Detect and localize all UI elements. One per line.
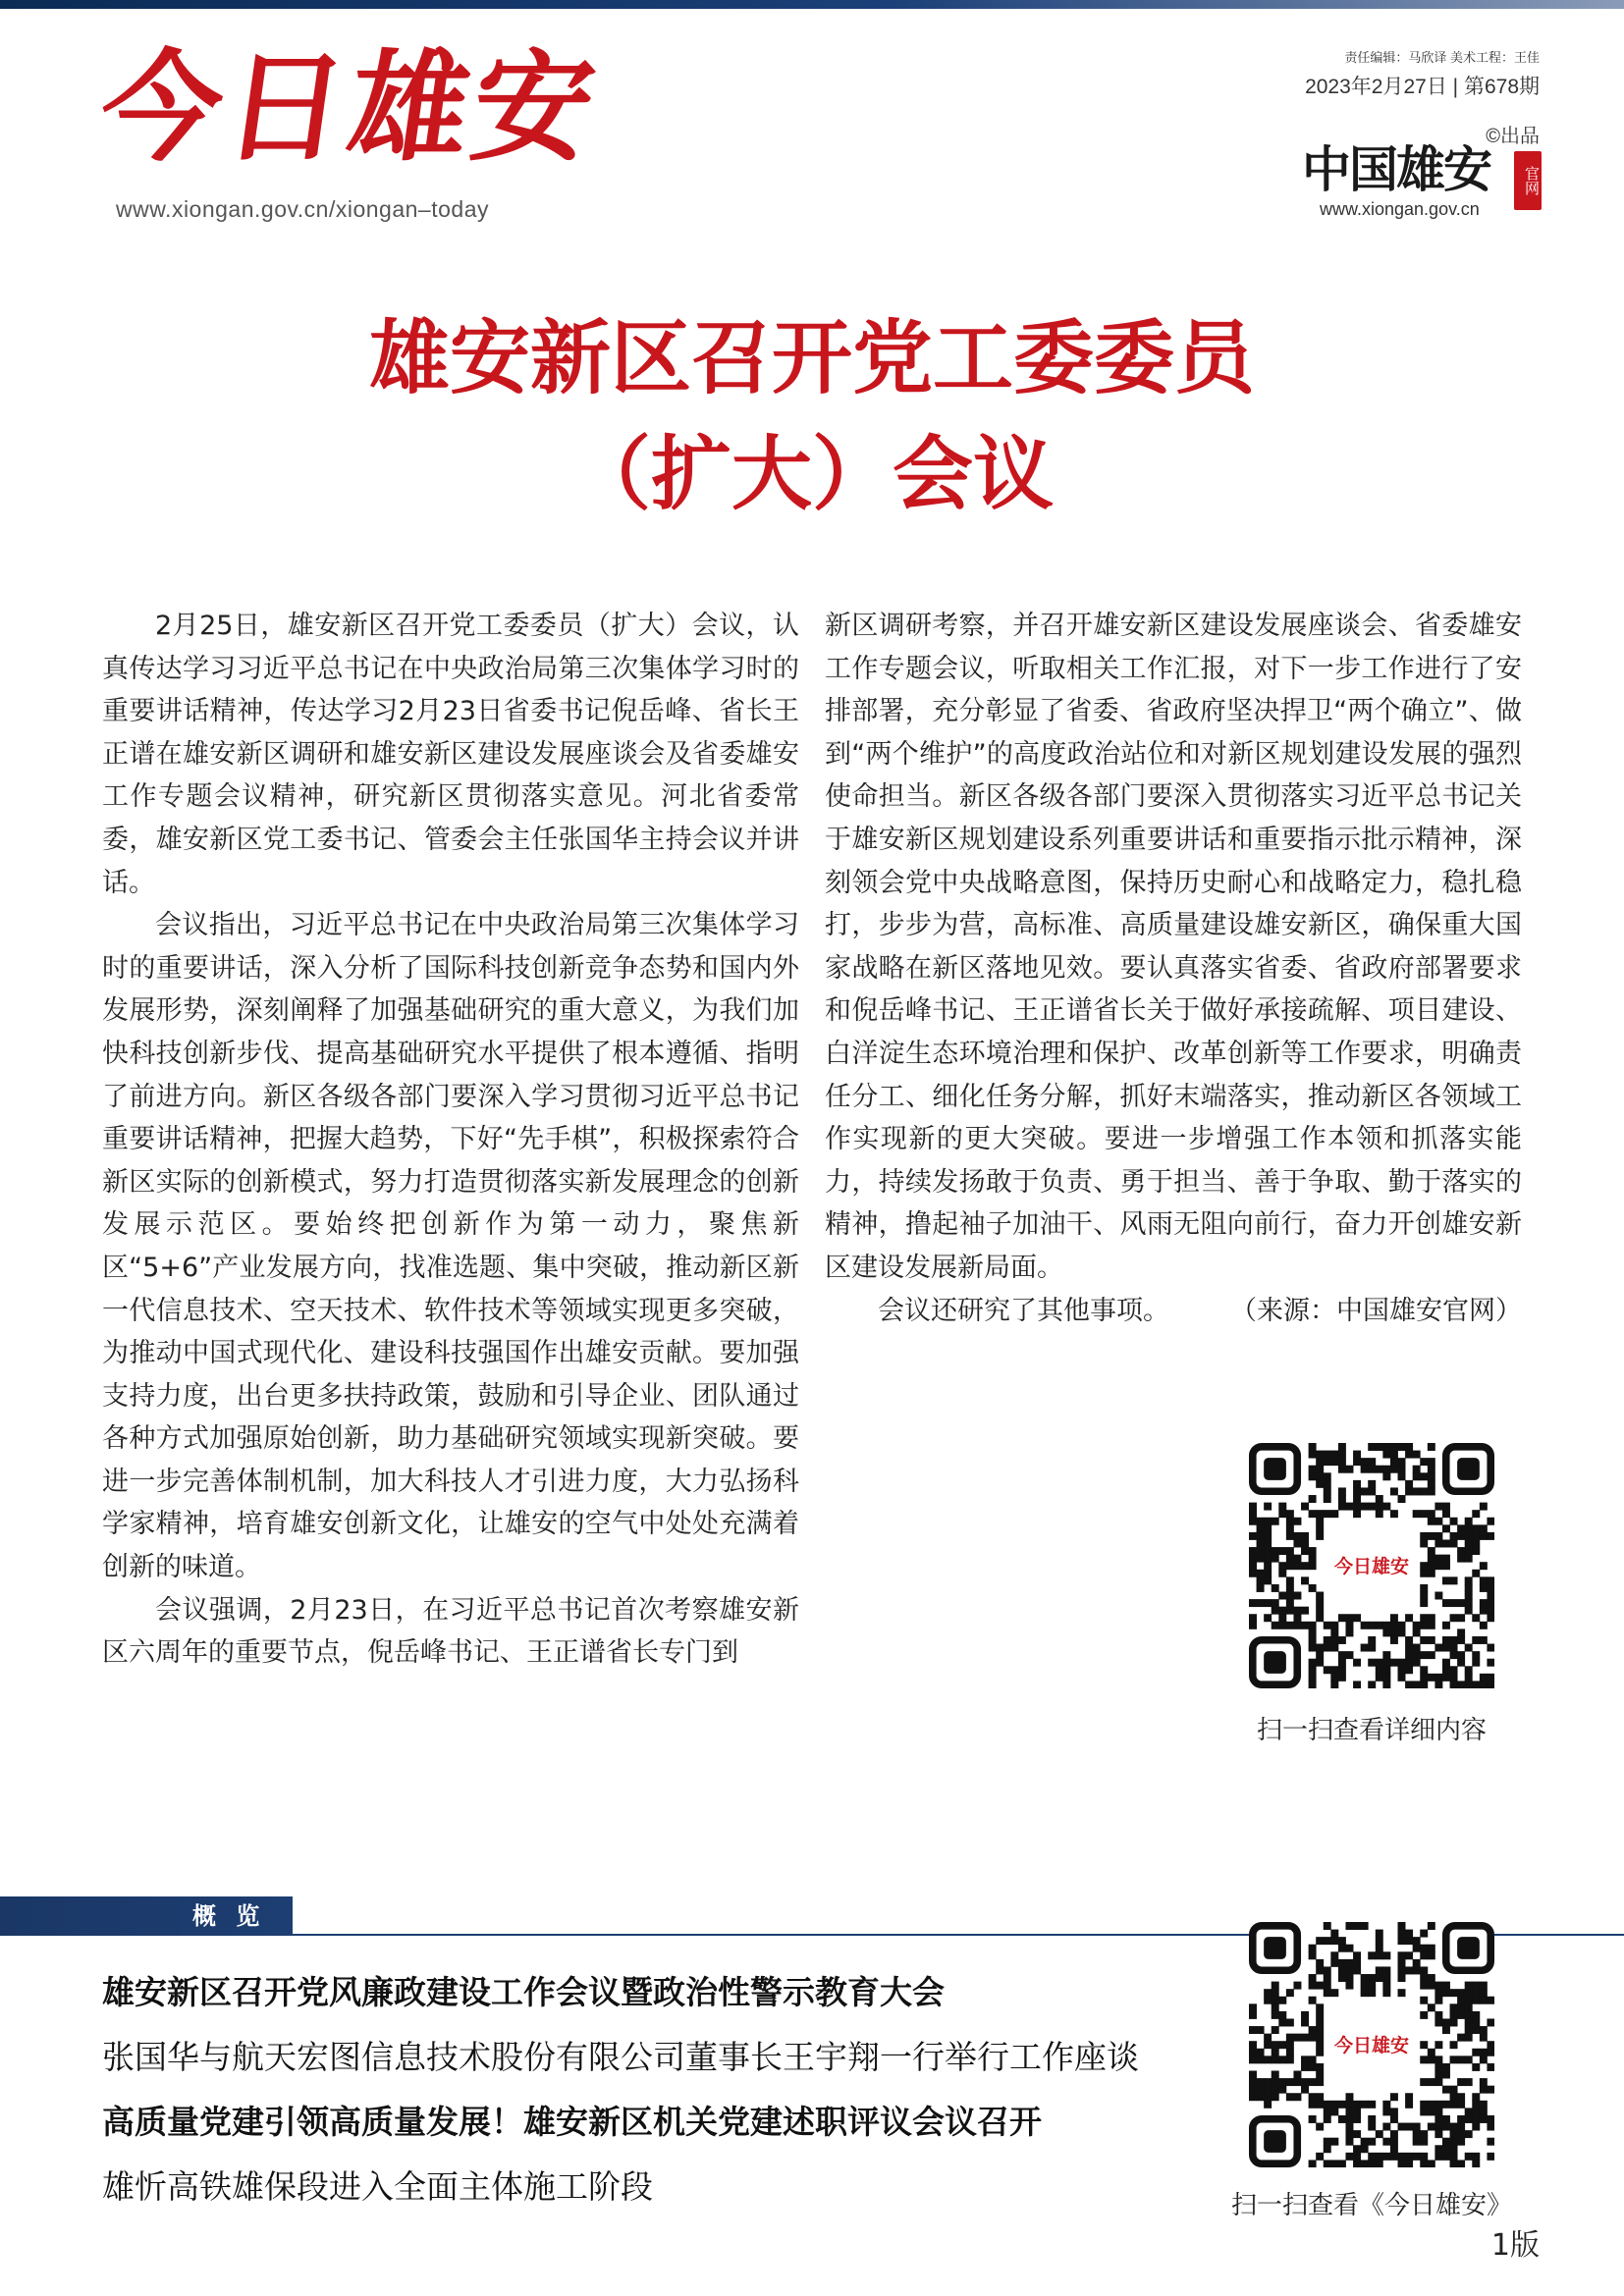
overview-label: 概 览 [192,1902,266,1930]
brand-url[interactable]: www.xiongan.gov.cn [1320,199,1480,219]
source-note: （来源：中国雄安官网） [1230,1295,1522,1326]
overview-item[interactable]: 雄忻高铁雄保段进入全面主体施工阶段 [102,2167,653,2206]
page-number: 1版 [1490,2228,1540,2263]
headline-line-2: （扩大）会议 [569,427,1054,521]
overview-item[interactable]: 张国华与航天宏图信息技术股份有限公司董事长王宇翔一行举行工作座谈 [102,2038,1139,2076]
brand-logo: 中国雄安 [1302,140,1490,198]
article-paragraph: 会议指出，习近平总书记在中央政治局第三次集体学习时的重要讲话，深入分析了国际科技创新竞争态势和国内外发展形势，深刻阐释了加强基础研究的重大意义，为我们加快科技创新步伐、提高基础研究水平提供了根本遵循、指明了前进方向。新区各级各部门要深入学习贯彻习近平总书记重要讲话精神，把握大趋势，下好“先手棋”，积极探索符合新区实际的创新模式，努力打造贯彻落实新发展理念的创新发展示范区。要始终把创新作为第一动力，聚焦新区“5+6”产业发展方向，找准选题、集中突破，推动新区新一代信息技术、空天技术、软件技术等领域实现更多突破，为推动中国式现代化、建设科技强国作出雄安贡献。要加强支持力度，出台更多扶持政策，鼓励和引导企业、团队通过各种方式加强原始创新，助力基础研究领域实现新突破。要进一步完善体制机制，加大科技人才引进力度，大力弘扬科学家精神，培育雄安创新文化，让雄安的空气中处处充满着创新的味道。 [102,910,799,1583]
article-paragraph: 新区调研考察，并召开雄安新区建设发展座谈会、省委雄安工作专题会议，听取相关工作汇报，对下一步工作进行了安排部署，充分彰显了省委、省政府坚决捍卫“两个确立”、做到“两个维护”的高度政治站位和对新区规划建设发展的强烈使命担当。新区各级各部门要深入贯彻落实习近平总书记关于雄安新区规划建设系列重要讲话和重要指示批示精神，深刻领会党中央战略意图，保持历史耐心和战略定力，稳扎稳打，步步为营，高标准、高质量建设雄安新区，确保重大国家战略在新区落地见效。要认真落实省委、省政府部署要求和倪岳峰书记、王正谱省长关于做好承接疏解、项目建设、白洋淀生态环境治理和保护、改革创新等工作要求，明确责任分工、细化任务分解，抓好末端落实，推动新区各领域工作实现新的更大突破。要进一步增强工作本领和抓落实能力，持续发扬敢于负责、勇于担当、善于争取、勤于落实的精神，撸起袖子加油干、风雨无阻向前行，奋力开创雄安新区建设发展新局面。 [825,611,1522,1283]
qr-caption: 扫一扫查看详细内容 [1256,1716,1487,1745]
qr-pattern-icon [1249,1922,1494,2167]
brand-seal: 官网 [1514,151,1542,210]
masthead-title: 今日雄安 [91,36,608,178]
qr-center-label: 今日雄安 [1333,1556,1410,1577]
qr-caption: 扫一扫查看《今日雄安》 [1230,2191,1512,2220]
closing-text: 会议还研究了其他事项。 [878,1295,1169,1326]
qr-center-label: 今日雄安 [1333,2035,1410,2056]
qr-code[interactable] [1249,1922,1494,2167]
producer-credit: ©出品 [1486,126,1540,147]
masthead-url[interactable]: www.xiongan.gov.cn/xiongan–today [116,196,489,222]
article-closing [825,1290,1522,1333]
issue-date: 2023年2月27日 | 第678期 [1305,76,1540,98]
article-paragraph: 会议强调，2月23日，在习近平总书记首次考察雄安新区六周年的重要节点，倪岳峰书记、王正谱省长专门到 [102,1594,799,1669]
overview-item[interactable]: 高质量党建引领高质量发展！雄安新区机关党建述职评议会议召开 [102,2103,1042,2141]
article-left-column [102,605,799,1675]
top-accent-bar [0,0,1624,9]
qr-pattern-icon [1249,1443,1494,1688]
editor-credits: 责任编辑：马欣译 美术工程：王佳 [1344,50,1540,65]
article-paragraph: 2月25日，雄安新区召开党工委委员（扩大）会议，认真传达学习习近平总书记在中央政治局第三次集体学习时的重要讲话精神，传达学习2月23日省委书记倪岳峰、省长王正谱在雄安新区调研和雄安新区建设发展座谈会及省委雄安工作专题会议精神，研究新区贯彻落实意见。河北省委常委，雄安新区党工委书记、管委会主任张国华主持会议并讲话。 [102,611,799,898]
overview-item[interactable]: 雄安新区召开党风廉政建设工作会议暨政治性警示教育大会 [102,1973,945,2011]
qr-code[interactable] [1249,1443,1494,1688]
article-right-column [825,605,1522,1332]
headline-line-1: 雄安新区召开党工委委员 [368,311,1255,405]
